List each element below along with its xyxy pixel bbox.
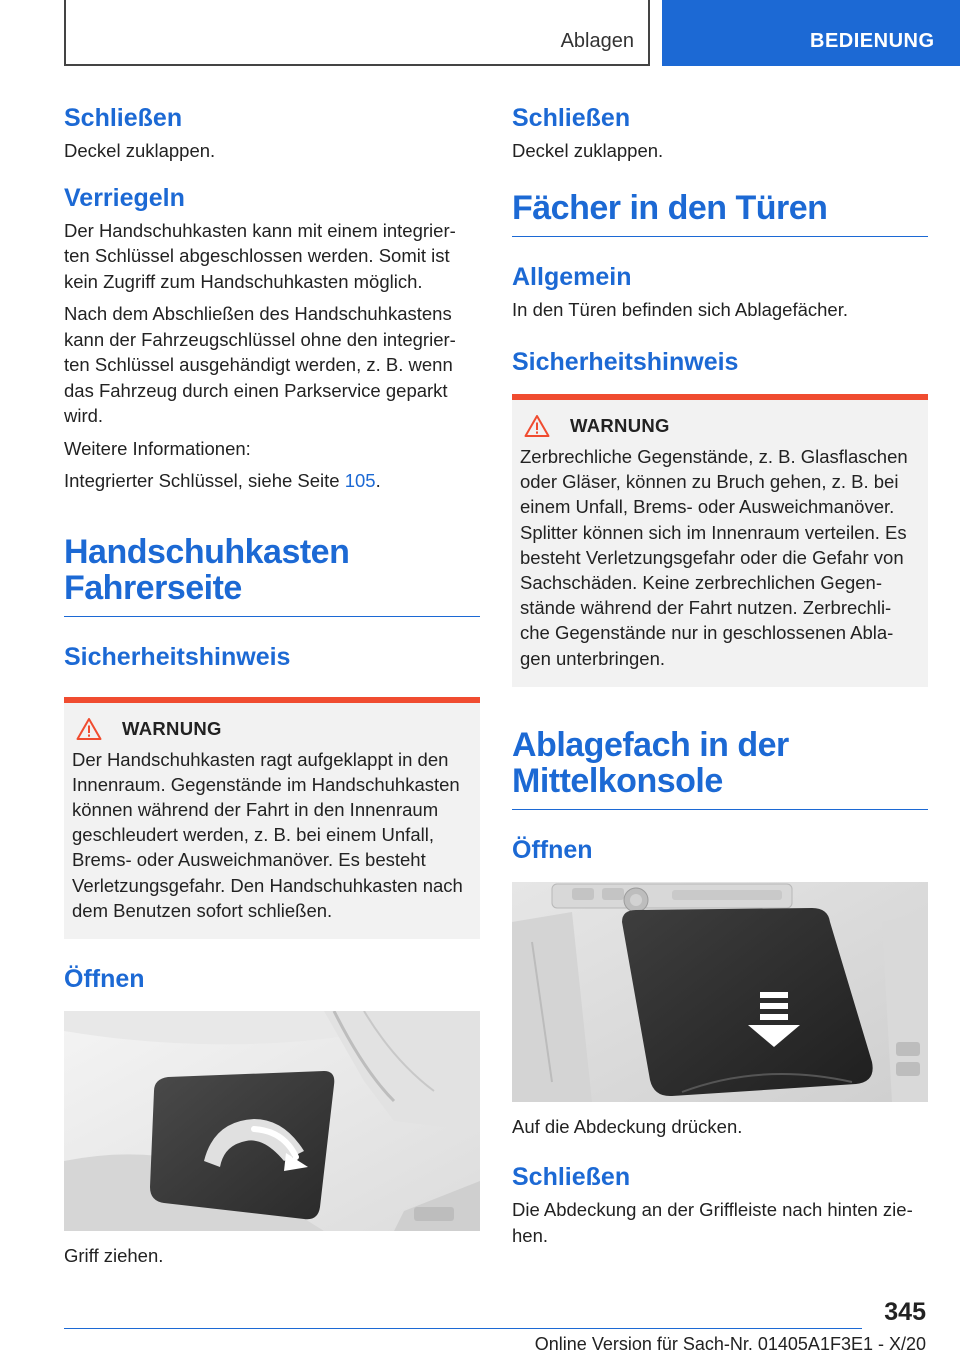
right-safety-heading: Sicherheitshinweis bbox=[512, 348, 739, 376]
online-version-footer: Online Version für Sach-Nr. 01405A1F3E1 - X/20 bbox=[534, 1334, 926, 1354]
glovebox-driver-heading-line2: Fahrerseite bbox=[64, 568, 242, 607]
header-section-label: Ablagen bbox=[560, 30, 634, 52]
lock-reference-end: . bbox=[375, 470, 381, 491]
lock-paragraph-2: Nach dem Abschließen des Handschuhkastens kann der Fahrzeugschlüssel ohne den integrier-ten Schlüssel ausgehändigt werden, z. B. wenn das Fahrzeug durch einen Parkservice geparkt wird. bbox=[64, 303, 456, 426]
left-warning-box bbox=[64, 697, 480, 939]
glovebox-driver-heading-line1: Handschuhkasten bbox=[64, 532, 350, 571]
glovebox-illustration bbox=[64, 1011, 480, 1231]
right-column bbox=[512, 100, 928, 1248]
right-warning-title bbox=[520, 414, 918, 438]
footer-rule bbox=[64, 1328, 862, 1329]
lock-reference-text: Integrierter Schlüssel, siehe Seite bbox=[64, 470, 345, 491]
heading-rule bbox=[64, 616, 480, 617]
heading-rule bbox=[512, 236, 928, 237]
left-column bbox=[64, 100, 480, 1268]
center-console-photo bbox=[512, 882, 928, 1102]
left-photo-caption: Griff ziehen. bbox=[64, 1244, 164, 1266]
console-illustration bbox=[512, 882, 928, 1102]
door-pockets-heading: Fächer in den Türen bbox=[512, 188, 828, 227]
right-close-heading: Schließen bbox=[512, 104, 631, 132]
left-close-heading: Schließen bbox=[64, 104, 183, 132]
left-warning-text: Der Handschuhkasten ragt aufgeklappt in den Innenraum. Gegenstände im Handschuhkasten können während der Fahrt in den Innenraum geschleudert werden, z. B. bei einem Unfall, Brems- oder Ausweichmanöver. Es besteht Verletzungsgefahr. Den Handschuhkasten nach dem Benutzen sofort schließen. bbox=[72, 748, 463, 921]
right-close-text-2: Die Abdeckung an der Griffleiste nach hinten zie-hen. bbox=[512, 1199, 913, 1246]
lock-paragraph-4 bbox=[64, 468, 480, 494]
right-photo-caption: Auf die Abdeckung drücken. bbox=[512, 1115, 743, 1137]
right-close-heading-2: Schließen bbox=[512, 1163, 631, 1192]
right-close-text: Deckel zuklappen. bbox=[512, 140, 664, 161]
header-chapter-label: BEDIENUNG bbox=[810, 30, 935, 52]
page-reference-link[interactable]: 105 bbox=[344, 470, 376, 491]
center-console-heading bbox=[512, 727, 928, 799]
left-open-heading: Öffnen bbox=[64, 964, 145, 993]
header-section-tab bbox=[64, 0, 650, 66]
header-chapter-tab bbox=[662, 0, 960, 66]
glovebox-photo bbox=[64, 1011, 480, 1231]
general-text: In den Türen befinden sich Ablagefächer. bbox=[512, 298, 848, 320]
right-warning-label: WARNUNG bbox=[570, 415, 670, 436]
warning-triangle-icon bbox=[76, 717, 102, 741]
lock-paragraph-3: Weitere Informationen: bbox=[64, 437, 251, 459]
glovebox-driver-heading bbox=[64, 534, 480, 606]
lock-heading: Verriegeln bbox=[64, 183, 185, 212]
center-console-heading-line2: Mittelkonsole bbox=[512, 761, 723, 800]
heading-rule bbox=[512, 809, 928, 810]
center-console-heading-line1: Ablagefach in der bbox=[512, 725, 789, 764]
right-open-heading: Öffnen bbox=[512, 835, 593, 864]
page-number: 345 bbox=[884, 1298, 926, 1326]
left-warning-title bbox=[72, 717, 470, 741]
left-close-text: Deckel zuklappen. bbox=[64, 140, 216, 161]
warning-triangle-icon bbox=[524, 414, 550, 438]
left-warning-label: WARNUNG bbox=[122, 717, 222, 739]
right-warning-box bbox=[512, 394, 928, 687]
general-heading: Allgemein bbox=[512, 262, 632, 291]
left-safety-heading: Sicherheitshinweis bbox=[64, 642, 291, 671]
right-warning-text: Zerbrechliche Gegenstände, z. B. Glasflaschen oder Gläser, können zu Bruch gehen, z. B. bei einem Unfall, Brems- oder Ausweichmanöver. Splitter können sich im Innenraum verteilen. Es besteht Verletzungsgefahr oder die Gefahr von Sachschäden. Keine zerbrechlichen Gegen-stände während der Fahrt nutzen. Zerbrechli-che Gegenstände nur in geschlossenen Abla-gen unterbringen. bbox=[520, 446, 908, 669]
lock-paragraph-1: Der Handschuhkasten kann mit einem integrier-ten Schlüssel abgeschlossen werden. Somit ist kein Zugriff zum Handschuhkasten möglich. bbox=[64, 219, 456, 292]
